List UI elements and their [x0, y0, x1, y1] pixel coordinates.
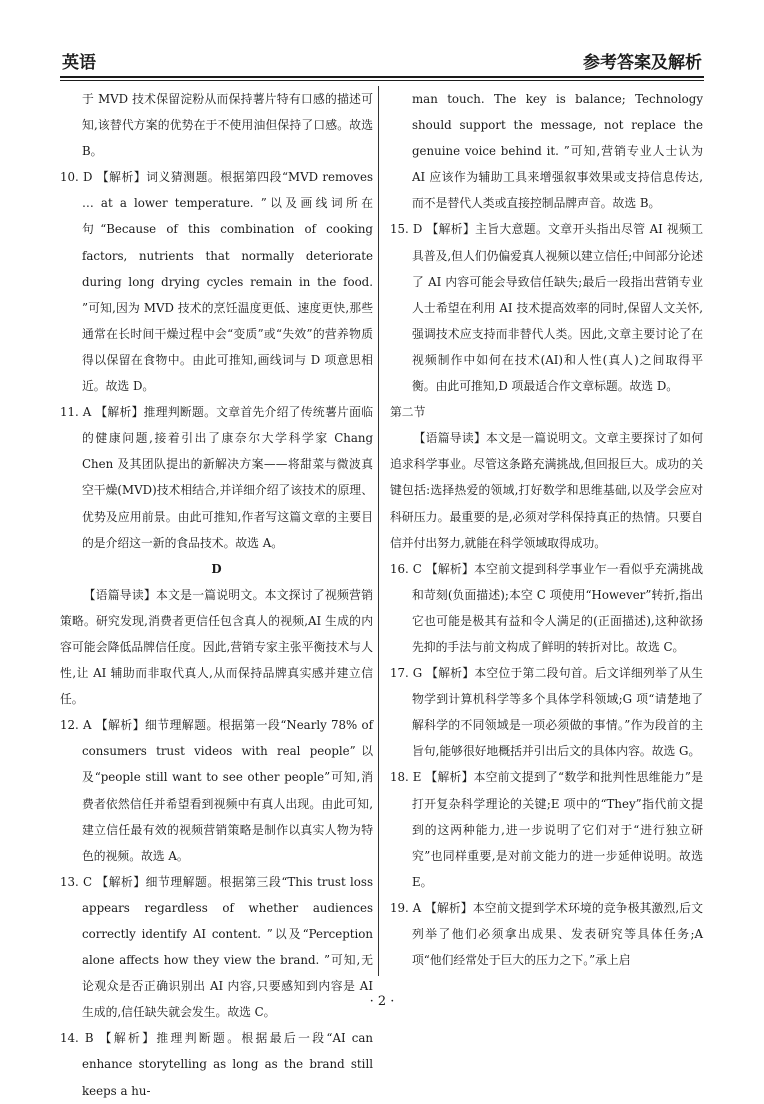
paragraph: 于 MVD 技术保留淀粉从而保持薯片特有口感的描述可知,该替代方案的优势在于不使用油但保持了口感。故选 B。 — [82, 92, 373, 159]
right-column — [390, 86, 703, 973]
passage-guide: 【语篇导读】本文是一篇说明文。文章主要探讨了如何追求科学事业。尽管这条路充满挑战,但回报巨大。成功的关键包括:选择热爱的领域,打好数学和思维基础,以及学会应对科研压力。最重要的是,必须对学科保持真正的热情。只要自信并付出努力,就能在科学领域取得成功。 — [390, 431, 703, 550]
answer-item-14: 14. B 【解析】推理判断题。根据最后一段“AI can enhance storytelling as long as the brand still keeps a hu- — [60, 1031, 373, 1098]
answer-item-10: 10. D 【解析】词义猜测题。根据第四段“MVD removes … at a lower temperature. ”以及画线词所在句“Because of this combination of cooking factors, nutrients that normally deteriorate during long drying cycles remain in the food. ”可知,因为 MVD 技术的烹饪温度更低、速度更快,那些通常在长时间干燥过程中会“变质”或“失效”的营养物质得以保留在食物中。由此可推知,画线词与 D 项意思相近。故选 D。 — [60, 170, 373, 394]
paragraph: man touch. The key is balance; Technology should support the message, not replace the genuine voice behind it. ”可知,营销专业人士认为 AI 应该作为辅助工具来增强叙事效果或支持信息传达,而不是替代人类或直接控制品牌声音。故选 B。 — [412, 92, 703, 211]
answer-item-16: 16. C 【解析】本空前文提到科学事业乍一看似乎充满挑战和苛刻(负面描述);本空 C 项使用“However”转折,指出它也可能是极其有益和令人满足的(正面描述),这种欲扬先抑的手法与前文构成了鲜明的转折对比。故选 C。 — [390, 561, 703, 654]
answer-item-11: 11. A 【解析】推理判断题。文章首先介绍了传统薯片面临的健康问题,接着引出了康奈尔大学科学家 Chang Chen 及其团队提出的新解决方案——将甜菜与微波真空干燥(MVD)技术相结合,并详细介绍了该技术的原理、优势及应用前景。由此可推知,作者写这篇文章的主要目的是介绍这一新的食品技术。故选 A。 — [60, 405, 373, 550]
page-number: · 2 · — [369, 994, 395, 1009]
subject-title: 英语 — [62, 53, 96, 73]
column-divider — [378, 86, 379, 976]
answer-item-18: 18. E 【解析】本空前文提到了“数学和批判性思维能力”是打开复杂科学理论的关键;E 项中的“They”指代前文提到的这两种能力,进一步说明了它们对于“进行独立研究”也同样重要,是对前文能力的进一步延伸说明。故选 E。 — [390, 770, 703, 889]
answer-item-17: 17. G 【解析】本空位于第二段句首。后文详细列举了从生物学到计算机科学等多个具体学科领域;G 项“请楚地了解科学的不同领域是一项必须做的事情。”作为段首的主旨句,能够很好地概括并引出后文的具体内容。故选 G。 — [390, 666, 703, 759]
section-title: 参考答案及解析 — [583, 53, 702, 73]
answer-item-13: 13. C 【解析】细节理解题。根据第三段“This trust loss appears regardless of whether audiences correctly identify AI content. ”以及“Perception alone affects how they view the brand. ”可知,无论观众是否正确识别出 AI 内容,只要感知到内容是 AI 生成的,信任缺失就会发生。故选 C。 — [60, 874, 373, 1020]
passage-guide: 【语篇导读】本文是一篇说明文。本文探讨了视频营销策略。研究发现,消费者更信任包含真人的视频,AI 生成的内容可能会降低品牌信任度。因此,营销专家主张平衡技术与人性,让 AI 辅助而非取代真人,从而保持品牌真实感并建立信任。 — [60, 587, 373, 707]
section-heading-d: D — [211, 561, 222, 576]
section-label: 第二节 — [390, 405, 426, 420]
header-rule — [60, 76, 704, 78]
answer-item-15: 15. D 【解析】主旨大意题。文章开头指出尽管 AI 视频工具普及,但人们仍偏爱真人视频以建立信任;中间部分论述了 AI 内容可能会导致信任缺失;最后一段指出营销专业人士希望在利用 AI 技术提高效率的同时,保留人文关怀,强调技术应支持而非替代人类。因此,文章主要讨论了在视频制作中如何在技术(AI)和人性(真人)之间取得平衡。由此可推知,D 项最适合作文章标题。故选 D。 — [390, 222, 703, 394]
left-column — [60, 86, 373, 1104]
header-rule-thin — [60, 80, 704, 81]
page-header — [60, 44, 704, 74]
answer-item-12: 12. A 【解析】细节理解题。根据第一段“Nearly 78% of consumers trust videos with real people”以及“people still want to see other people”可知,消费者依然信任并希望看到视频中有真人出现。由此可知,建立信任最有效的视频营销策略是制作以真实人物为特色的视频。故选 A。 — [60, 718, 373, 863]
answer-item-19: 19. A 【解析】本空前文提到学术环境的竞争极其激烈,后文列举了他们必须拿出成果、发表研究等具体任务;A 项“他们经常处于巨大的压力之下。”承上启 — [390, 900, 703, 968]
